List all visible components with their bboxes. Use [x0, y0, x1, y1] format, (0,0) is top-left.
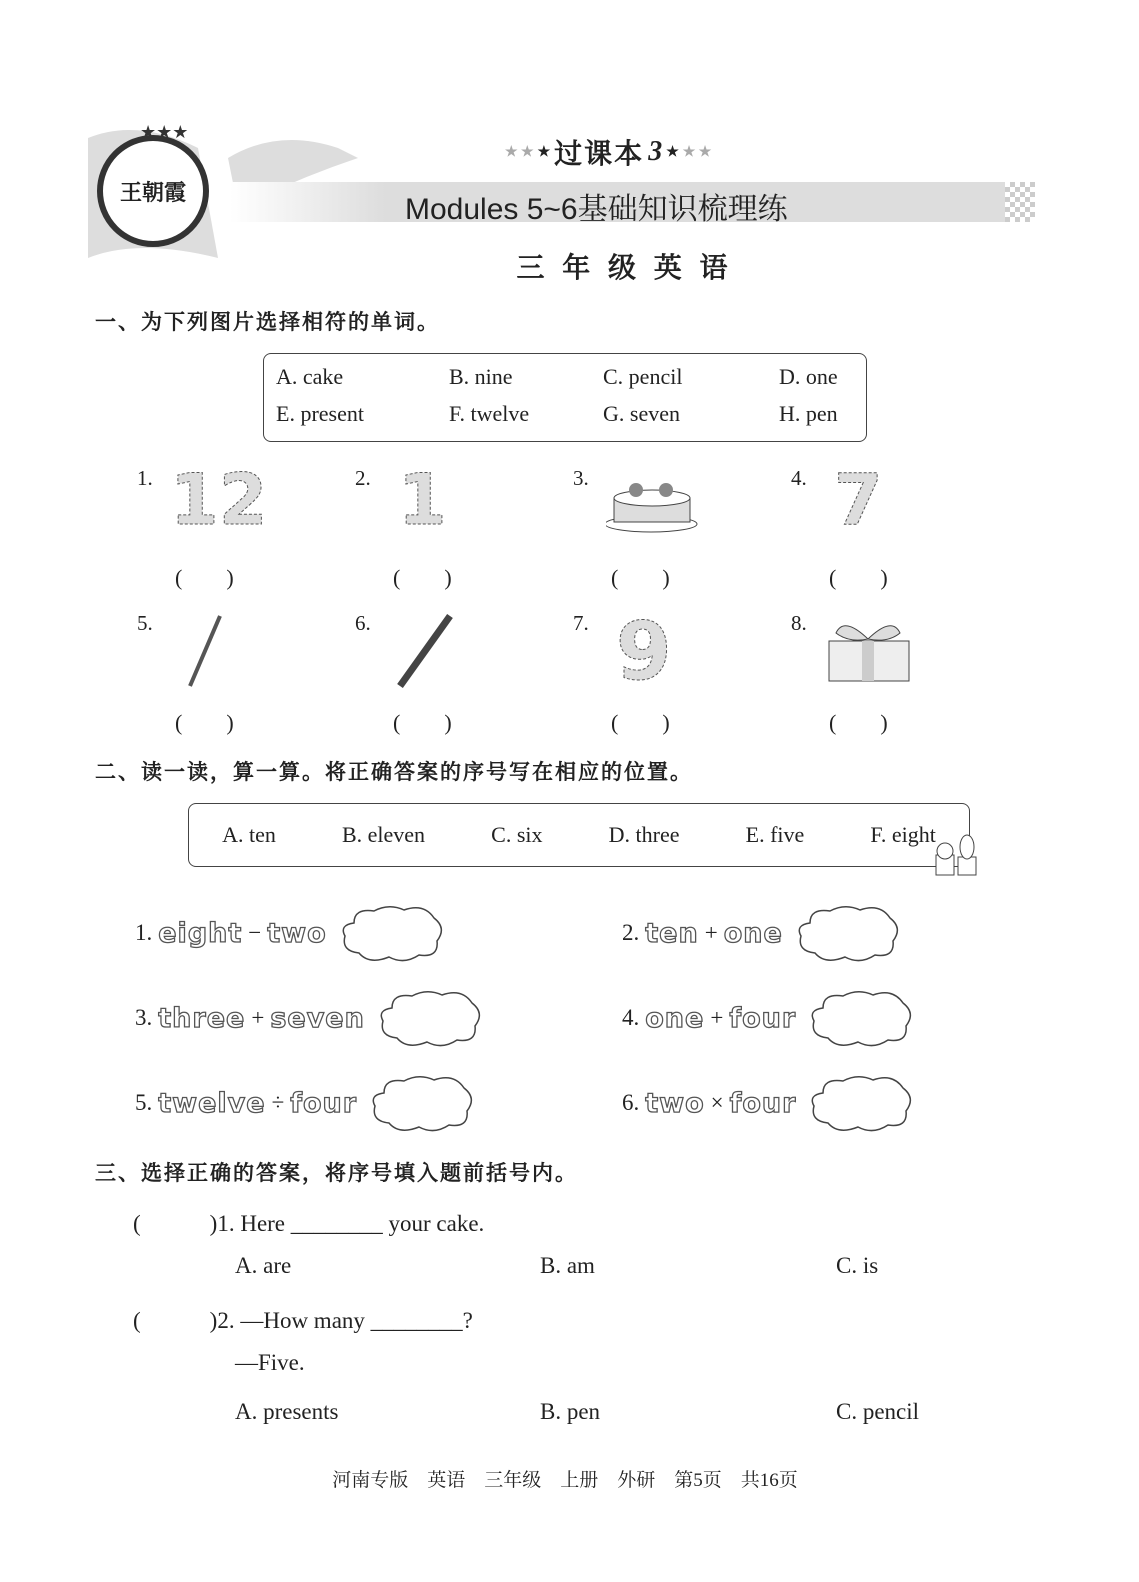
operand: one — [723, 917, 783, 949]
answer-blank[interactable]: ( ) — [175, 710, 234, 735]
answer-cloud[interactable] — [377, 988, 485, 1048]
answer-cloud[interactable] — [339, 903, 447, 963]
picture-cake-icon — [606, 466, 706, 551]
equation — [135, 990, 485, 1046]
operand: four — [290, 1087, 358, 1119]
checker-decoration — [1005, 182, 1035, 222]
section2-heading: 二、读一读，算一算。将正确答案的序号写在相应的位置。 — [95, 760, 693, 784]
option: A. ten — [222, 822, 276, 847]
operand: two — [267, 917, 327, 949]
operand: eight — [158, 917, 243, 949]
operator: + — [251, 1005, 265, 1030]
word-bank-box — [263, 353, 867, 442]
question-stem: 2. —How many ________? — [217, 1308, 473, 1333]
star-icon: ★ — [666, 144, 679, 160]
page-title: Modules 5~6基础知识梳理练 — [405, 193, 788, 226]
section3-heading: 三、选择正确的答案，将序号填入题前括号内。 — [95, 1161, 578, 1185]
option: B. nine — [449, 364, 513, 389]
choice: B. pen — [540, 1399, 601, 1424]
picture-present-icon — [824, 611, 924, 696]
option: F. eight — [870, 822, 936, 847]
equation — [622, 990, 916, 1046]
operator: + — [710, 1005, 724, 1030]
operand: three — [158, 1002, 246, 1034]
equation — [135, 905, 447, 961]
subject-title: 三 年 级 英 语 — [516, 251, 732, 284]
item-number: 1. — [137, 466, 153, 490]
operand: one — [645, 1002, 705, 1034]
option: H. pen — [779, 401, 838, 426]
logo-text: 王朝霞 — [119, 179, 186, 206]
svg-text:12: 12 — [170, 466, 268, 541]
answer-blank[interactable]: ( ) — [611, 710, 670, 735]
choice: A. are — [235, 1253, 292, 1278]
question-1 — [133, 1205, 484, 1238]
option: B. eleven — [341, 822, 426, 847]
equation — [135, 1075, 477, 1131]
answer-blank[interactable]: ( ) — [829, 565, 888, 590]
option: A. cake — [276, 364, 344, 389]
picture-pen-icon — [388, 611, 488, 696]
option: C. pencil — [603, 364, 683, 389]
option: G. seven — [603, 401, 680, 426]
svg-text:9: 9 — [616, 611, 672, 696]
series-label — [505, 132, 711, 172]
item-number: 5. — [137, 611, 153, 635]
option: D. one — [779, 364, 838, 389]
answer-cloud[interactable] — [808, 1073, 916, 1133]
answer-blank[interactable]: ( ) — [175, 565, 234, 590]
operand: seven — [270, 1002, 365, 1034]
star-icon: ★ ★ — [505, 144, 534, 160]
answer-blank[interactable]: ( ) — [393, 710, 452, 735]
svg-text:7: 7 — [834, 466, 883, 541]
logo-stars-icon: ★★★ — [140, 122, 189, 142]
equation-number: 4. — [622, 1005, 640, 1030]
answer-blank[interactable]: ( ) — [611, 565, 670, 590]
choice: C. is — [836, 1253, 879, 1278]
picture-9-icon — [606, 611, 706, 696]
equation-number: 3. — [135, 1005, 153, 1030]
question-stem: 1. Here ________ your cake. — [217, 1211, 485, 1236]
equation — [622, 1075, 916, 1131]
option: F. twelve — [449, 401, 530, 426]
svg-text:1: 1 — [398, 466, 447, 541]
question-reply: —Five. — [235, 1350, 305, 1375]
picture-7-icon — [824, 466, 924, 551]
equation — [622, 905, 903, 961]
brand-logo — [97, 135, 209, 247]
operand: twelve — [158, 1087, 266, 1119]
equation-number: 1. — [135, 920, 153, 945]
star-icon: ★ — [537, 144, 551, 160]
option: E. five — [745, 822, 805, 847]
equation-number: 2. — [622, 920, 640, 945]
item-number: 4. — [791, 466, 807, 490]
item-number: 8. — [791, 611, 807, 635]
answer-cloud[interactable] — [369, 1073, 477, 1133]
item-number: 7. — [573, 611, 589, 635]
answer-bank-box — [188, 803, 970, 867]
series-name: 过课本 — [554, 137, 645, 170]
question-2 — [133, 1302, 473, 1335]
operator: ÷ — [271, 1090, 285, 1115]
equation-number: 6. — [622, 1090, 640, 1115]
answer-cloud[interactable] — [795, 903, 903, 963]
choice: B. am — [540, 1253, 595, 1278]
page-footer: 河南专版 英语 三年级 上册 外研 第5页 共16页 — [332, 1470, 798, 1491]
answer-blank[interactable]: ( ) — [829, 710, 888, 735]
picture-12-icon — [170, 466, 270, 551]
answer-blank[interactable]: ( ) — [133, 1308, 218, 1333]
option: E. present — [276, 401, 364, 426]
operator: + — [704, 920, 718, 945]
series-number: 3 — [648, 136, 663, 167]
item-number: 2. — [355, 466, 371, 490]
operand: four — [729, 1087, 797, 1119]
answer-blank[interactable]: ( ) — [133, 1211, 218, 1236]
operand: two — [645, 1087, 705, 1119]
item-number: 3. — [573, 466, 589, 490]
answer-blank[interactable]: ( ) — [393, 565, 452, 590]
operand: four — [729, 1002, 797, 1034]
section1-heading: 一、为下列图片选择相符的单词。 — [95, 310, 440, 334]
option: D. three — [608, 822, 680, 847]
picture-pencil-icon — [170, 611, 270, 696]
answer-cloud[interactable] — [808, 988, 916, 1048]
choice: C. pencil — [836, 1399, 920, 1424]
operand: ten — [645, 917, 699, 949]
star-icon: ★ ★ — [682, 144, 712, 160]
choice: A. presents — [235, 1399, 339, 1424]
operator: − — [248, 920, 262, 945]
picture-1-icon — [388, 466, 488, 551]
item-number: 6. — [355, 611, 371, 635]
equation-number: 5. — [135, 1090, 153, 1115]
option: C. six — [491, 822, 543, 847]
cactus-icon — [932, 833, 984, 879]
operator: × — [710, 1090, 724, 1115]
